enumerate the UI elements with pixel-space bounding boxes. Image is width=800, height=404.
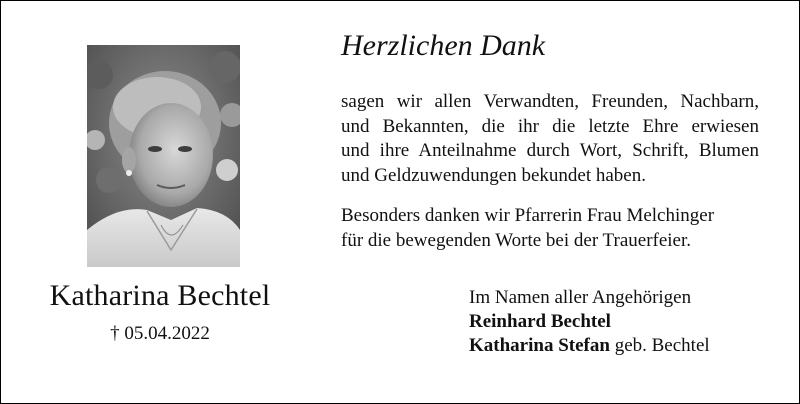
- thanks-line: und Geldzuwendungen bekundet haben.: [341, 164, 646, 186]
- special-thanks-line: Besonders danken wir Pfarrerin Frau Melchinger: [341, 205, 715, 226]
- thanks-paragraph: [341, 90, 759, 188]
- portrait-photo: [87, 45, 240, 267]
- headline: Herzlichen Dank: [341, 29, 546, 62]
- signature-intro: Im Namen aller Angehörigen: [469, 287, 692, 308]
- thanks-line: sagen wir allen Verwandten, Freunden, Nachbarn,: [341, 91, 759, 112]
- thanks-line: und Bekannten, die ihr die letzte Ehre erwiesen: [341, 115, 759, 137]
- deceased-name: Katharina Bechtel: [49, 279, 271, 312]
- signature-name-line: [469, 310, 710, 334]
- signature-name-line: [469, 334, 710, 358]
- portrait-image: [87, 45, 240, 267]
- death-date: † 05.04.2022: [110, 323, 210, 344]
- signature-name: Katharina Stefan: [469, 335, 610, 356]
- signature-block: [469, 286, 710, 358]
- special-thanks-line: für die bewegenden Worte bei der Trauerfeier.: [341, 229, 692, 251]
- thanks-line: und ihre Anteilnahme durch Wort, Schrift, Blumen: [341, 140, 759, 161]
- special-thanks-paragraph: [341, 204, 759, 253]
- signature-name: Reinhard Bechtel: [469, 311, 611, 332]
- signature-name-suffix: geb. Bechtel: [609, 335, 710, 356]
